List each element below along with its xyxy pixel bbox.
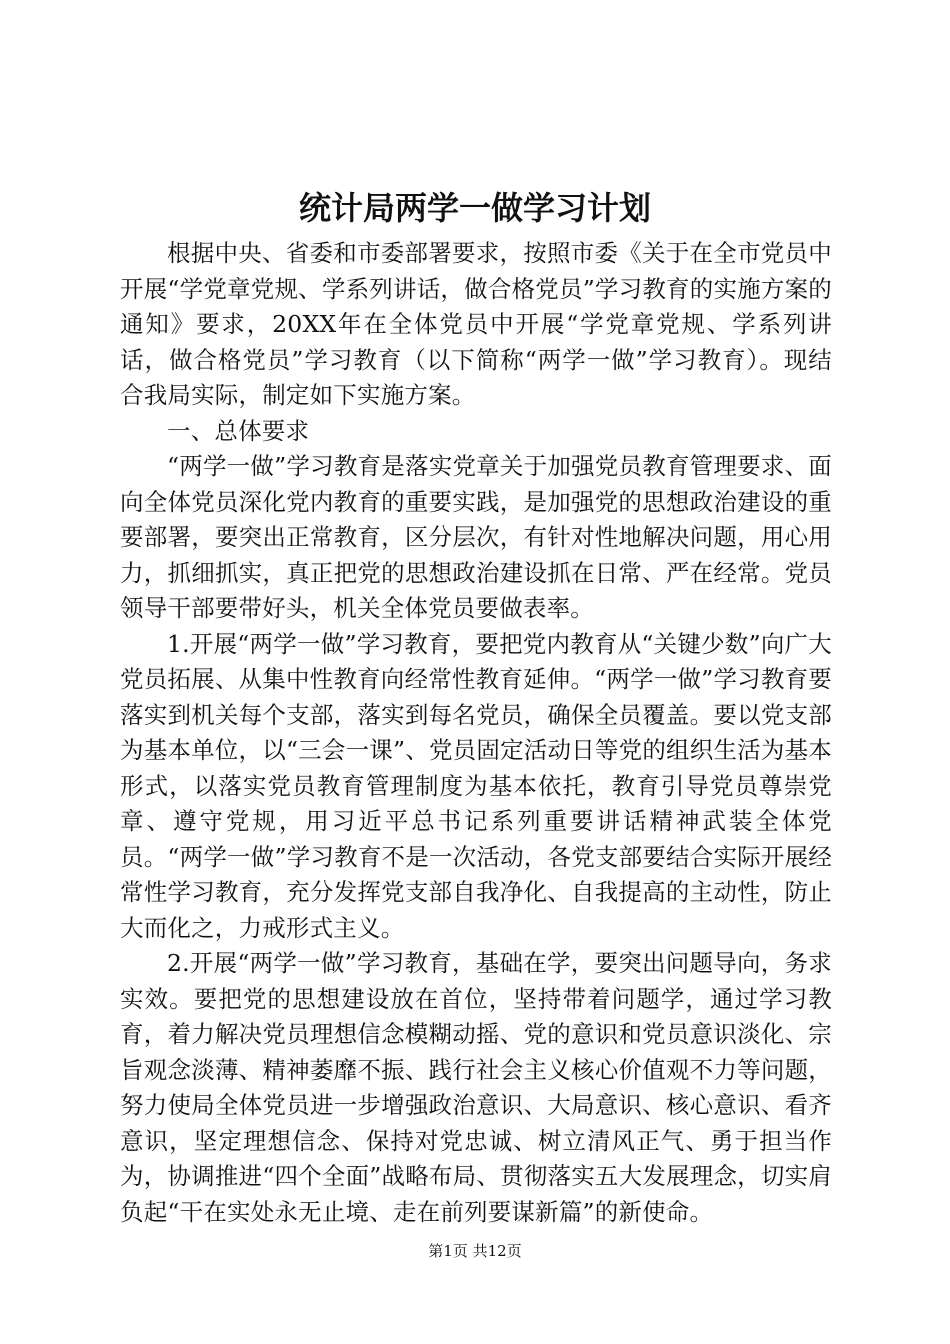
section-heading: 一、总体要求 xyxy=(167,416,310,445)
paragraph-item-1: 1.开展“两学一做”学习教育，要把党内教育从“关键少数”向广大党员拓展、从集中性教育向经常性教育延伸。“两学一做”学习教育要落实到机关每个支部，落实到每名党员，确保全员覆盖。要以党支部为基本单位，以“三会一课”、党员固定活动日等党的组织生活为基本形式，以落实党员教育管理制度为基本依托，教育引导党员尊崇党章、遵守党规，用习近平总书记系列重要讲话精神武装全体党员。“两学一做”学习教育不是一次活动，各党支部要结合实际开展经常性学习教育，充分发挥党支部自我净化、自我提高的主动性，防止大而化之，力戒形式主义。 xyxy=(120,629,832,942)
document-body xyxy=(120,236,832,1230)
paragraph-overview: “两学一做”学习教育是落实党章关于加强党员教育管理要求、面向全体党员深化党内教育的重要实践，是加强党的思想政治建设的重要部署，要突出正常教育，区分层次，有针对性地解决问题，用心用力，抓细抓实，真正把党的思想政治建设抓在日常、严在经常。党员领导干部要带好头，机关全体党员要做表率。 xyxy=(120,452,832,622)
paragraph-item-2: 2.开展“两学一做”学习教育，基础在学，要突出问题导向，务求实效。要把党的思想建设放在首位，坚持带着问题学，通过学习教育，着力解决党员理想信念模糊动摇、党的意识和党员意识淡化、宗旨观念淡薄、精神萎靡不振、践行社会主义核心价值观不力等问题，努力使局全体党员进一步增强政治意识、大局意识、核心意识、看齐意识，坚定理想信念、保持对党忠诚、树立清风正气、勇于担当作为，协调推进“四个全面”战略布局、贯彻落实五大发展理念，切实肩负起“干在实处永无止境、走在前列要谋新篇”的新使命。 xyxy=(120,949,832,1226)
paragraph-intro: 根据中央、省委和市委部署要求，按照市委《关于在全市党员中开展“学党章党规、学系列讲话，做合格党员”学习教育的实施方案的通知》要求，20XX年在全体党员中开展“学党章党规、学系列讲话，做合格党员”学习教育（以下简称“两学一做”学习教育）。现结合我局实际，制定如下实施方案。 xyxy=(120,239,832,409)
page-number: 第1页 共12页 xyxy=(428,1242,522,1260)
document-title: 统计局两学一做学习计划 xyxy=(298,189,651,227)
